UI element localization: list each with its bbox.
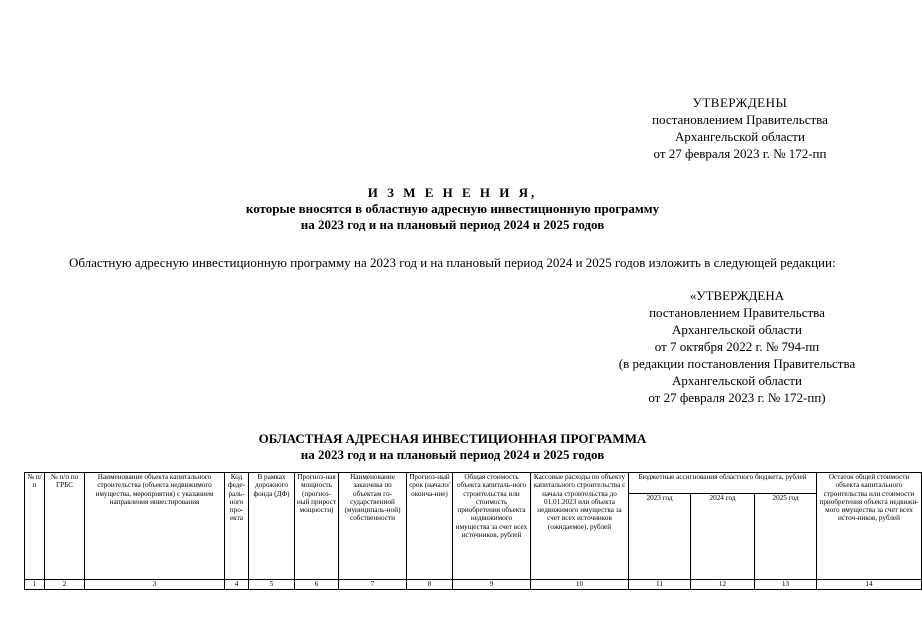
column-number: 14 bbox=[817, 580, 922, 590]
column-number: 11 bbox=[629, 580, 691, 590]
column-number: 10 bbox=[531, 580, 629, 590]
header-cell-year-2024: 2024 год bbox=[691, 494, 755, 580]
approval-title: УТВЕРЖДЕНЫ bbox=[692, 95, 788, 110]
approval-line: постановлением Правительства bbox=[652, 112, 828, 127]
intro-paragraph: Областную адресную инвестиционную программу на 2023 год и на плановый период 2024 и 2025 годов изложить в следующей редакции: bbox=[69, 255, 836, 270]
approval-line: от 27 февраля 2023 г. № 172-пп bbox=[653, 146, 827, 161]
column-number: 2 bbox=[45, 580, 85, 590]
column-number: 6 bbox=[295, 580, 339, 590]
approval2-line: Архангельской области bbox=[672, 322, 802, 337]
column-number: 9 bbox=[453, 580, 531, 590]
program-subtitle: на 2023 год и на плановый период 2024 и 2025 годов bbox=[300, 447, 605, 462]
column-number: 13 bbox=[755, 580, 817, 590]
program-heading bbox=[0, 431, 905, 463]
changes-heading bbox=[0, 185, 905, 233]
changes-subtitle: которые вносятся в областную адресную инвестиционную программу bbox=[245, 201, 660, 216]
approval2-title: «УТВЕРЖДЕНА bbox=[689, 288, 785, 303]
approval-stamp-program bbox=[582, 287, 892, 406]
column-number-row bbox=[25, 580, 922, 590]
column-number: 1 bbox=[25, 580, 45, 590]
header-cell-federal-project-code: Код феде-раль-ного про-екта bbox=[225, 473, 249, 580]
header-cell-customer: Наименование заказчика по объектам го-сударственной (муниципаль-ной) собственности bbox=[339, 473, 407, 580]
header-cell-budget-allocations: Бюджетные ассигнования областного бюджета, рублей bbox=[629, 473, 817, 494]
column-number: 4 bbox=[225, 580, 249, 590]
header-cell-capacity: Прогноз-ная мощность (прогноз-ный прирост мощности) bbox=[295, 473, 339, 580]
header-cell-total-cost: Общая стоимость объекта капиталь-ного строительства или стоимость приобретения объекта недвижимого имущества за счет всех источников, рублей bbox=[453, 473, 531, 580]
approval2-line: (в редакции постановления Правительства bbox=[618, 356, 856, 371]
column-number: 7 bbox=[339, 580, 407, 590]
changes-subtitle: на 2023 год и на плановый период 2024 и 2025 годов bbox=[300, 217, 605, 232]
column-number: 5 bbox=[249, 580, 295, 590]
approval2-line: от 27 февраля 2023 г. № 172-пп) bbox=[648, 390, 826, 405]
header-cell-object-name: Наименование объекта капитального строительства (объекта недвижимого имущества, мероприятия) с указанием направления инвестирования bbox=[85, 473, 225, 580]
header-cell-term: Прогноз-ный срок (начало/ оконча-ние) bbox=[407, 473, 453, 580]
approval-stamp bbox=[620, 94, 860, 162]
column-number: 8 bbox=[407, 580, 453, 590]
changes-title: И З М Е Н Е Н И Я, bbox=[367, 185, 538, 200]
program-table bbox=[24, 472, 922, 590]
header-cell-grbs-number: № п/п по ГРБС bbox=[45, 473, 85, 580]
program-title: ОБЛАСТНАЯ АДРЕСНАЯ ИНВЕСТИЦИОННАЯ ПРОГРАММА bbox=[258, 431, 647, 446]
approval2-line: от 7 октября 2022 г. № 794-пп bbox=[654, 339, 820, 354]
column-number: 3 bbox=[85, 580, 225, 590]
approval-line: Архангельской области bbox=[675, 129, 805, 144]
header-cell-year-2025: 2025 год bbox=[755, 494, 817, 580]
header-cell-year-2023: 2023 год bbox=[629, 494, 691, 580]
header-cell-road-fund: В рамках дорожного фонда (ДФ) bbox=[249, 473, 295, 580]
header-cell-number: № п/п bbox=[25, 473, 45, 580]
column-number: 12 bbox=[691, 580, 755, 590]
approval2-line: постановлением Правительства bbox=[649, 305, 825, 320]
header-cell-cash-expenses: Кассовые расходы по объекту капитального строительства с начала строительства до 01.01.2023 или объекта недвижимого имущества за счет всех источников (ожидаемое), рублей bbox=[531, 473, 629, 580]
approval2-line: Архангельской области bbox=[672, 373, 802, 388]
header-cell-remaining-cost: Остаток общей стоимости объекта капитального строительства или стоимости приобретения объекта недвижи-мого имущества за счет всех источ-ников, рублей bbox=[817, 473, 922, 580]
